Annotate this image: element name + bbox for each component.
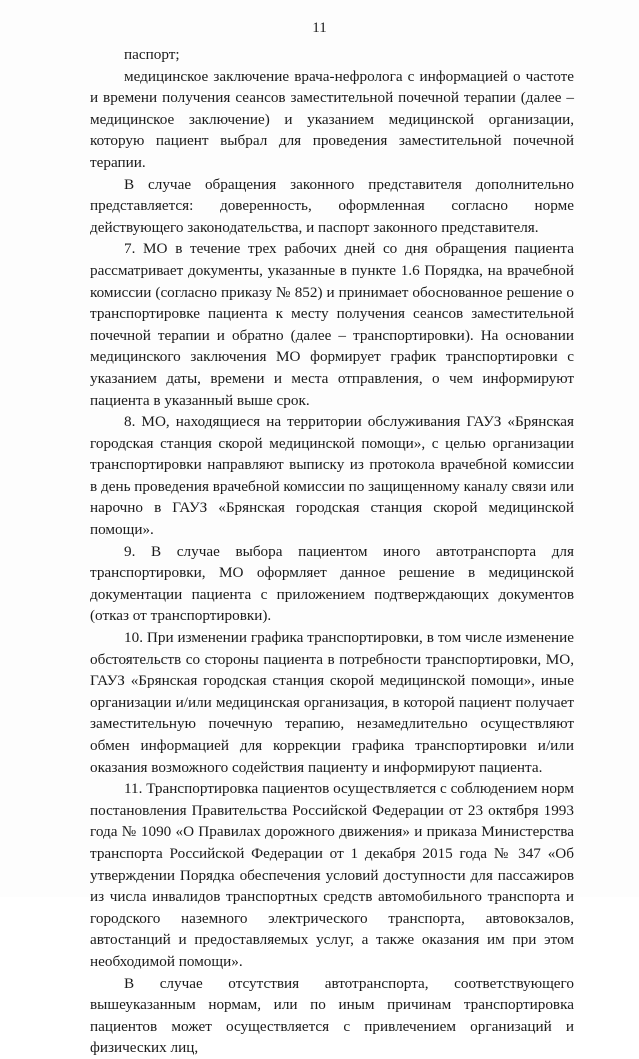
- paragraph: В случае отсутствия автотранспорта, соответствующего вышеуказанным нормам, или по иным причинам транспортировка пациентов может осуществляется с привлечением организаций и физических лиц,: [90, 974, 574, 1057]
- paragraph: 9. В случае выбора пациентом иного автотранспорта для транспортировки, МО оформляет данное решение в медицинской документации пациента с приложением подтверждающих документов (отказ от транспортировки).: [90, 542, 574, 625]
- paragraph: медицинское заключение врача-нефролога с информацией о частоте и времени получения сеансов заместительной почечной терапии (далее – медицинское заключение) и указанием медицинской организации, которую пациент выбрал для проведения заместительной почечной терапии.: [90, 67, 574, 171]
- paragraph: 11. Транспортировка пациентов осуществляется с соблюдением норм постановления Правительства Российской Федерации от 23 октября 1993 года № 1090 «О Правилах дорожного движения» и приказа Министерства транспорта Российской Федерации от 1 декабря 2015 года № 347 «Об утверждении Порядка обеспечения условий доступности для пассажиров из числа инвалидов транспортных средств автомобильного транспорта и городского наземного электрического транспорта, автовокзалов, автостанций и предоставляемых услуг, а также оказания им при этом необходимой помощи».: [90, 780, 574, 970]
- paragraph: 10. При изменении графика транспортировки, в том числе изменение обстоятельств со стороны пациента в потребности транспортировки, МО, ГАУЗ «Брянская городская станция скорой медицинской помощи», иные организации и/или медицинская организация, в которой пациент получает заместительную почечную терапию, незамедлительно осуществляют обмен информацией для коррекции графика транспортировки и/или оказания возможного содействия пациенту и информируют пациента.: [90, 629, 574, 776]
- document-body: [90, 44, 574, 1059]
- page-number: 11: [312, 20, 327, 36]
- paragraph: 8. МО, находящиеся на территории обслуживания ГАУЗ «Брянская городская станция скорой медицинской помощи», с целью организации транспортировки направляют выписку из протокола врачебной комиссии в день проведения врачебной комиссии по защищенному каналу связи или нарочно в ГАУЗ «Брянская городская станция скорой медицинской помощи».: [90, 413, 574, 539]
- paragraph: паспорт;: [124, 46, 180, 63]
- paragraph: 7. МО в течение трех рабочих дней со дня обращения пациента рассматривает документы, указанные в пункте 1.6 Порядка, на врачебной комиссии (согласно приказу № 852) и принимает обоснованное решение о транспортировке пациента к месту получения сеансов заместительной почечной терапии и обратно (далее – транспортировки). На основании медицинского заключения МО формирует график транспортировки с указанием даты, времени и места отправления, о чем информируют пациента в указанный выше срок.: [90, 240, 574, 409]
- paragraph: В случае обращения законного представителя дополнительно представляется: доверенность, оформленная согласно норме действующего законодательства, и паспорт законного представителя.: [90, 175, 574, 236]
